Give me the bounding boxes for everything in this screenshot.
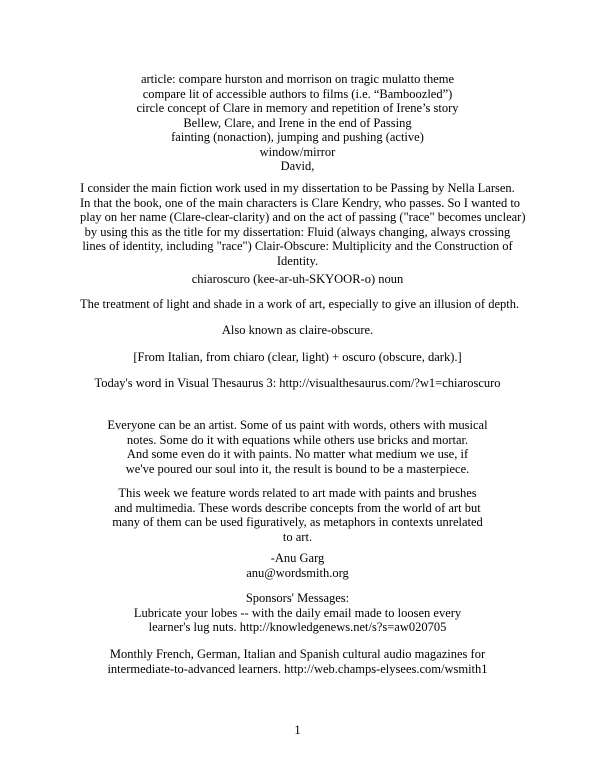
- note-line: compare lit of accessible authors to films (i.e. “Bamboozled”): [142, 86, 453, 101]
- also-known-text: Also known as claire-obscure.: [221, 323, 374, 337]
- note-line: article: compare hurston and morrison on tragic mulatto theme: [140, 72, 455, 86]
- sponsors-messages: [80, 591, 515, 635]
- signature-name: -Anu Garg: [270, 551, 325, 565]
- etymology: [80, 350, 515, 365]
- artist-paragraph: [80, 418, 515, 476]
- ad-line: Monthly French, German, Italian and Spanish cultural audio magazines for: [109, 647, 486, 661]
- paragraph-line: notes. Some do it with equations while others use bricks and mortar.: [126, 432, 469, 447]
- note-line: fainting (nonaction), jumping and pushing (active): [171, 130, 424, 144]
- etymology-text: [From Italian, from chiaro (clear, light) + oscuro (obscure, dark).]: [133, 350, 462, 364]
- paragraph-line: we've poured our soul into it, the result is bound to be a masterpiece.: [125, 461, 470, 476]
- paragraph-line: Identity.: [276, 253, 319, 268]
- headword-text: chiaroscuro (kee-ar-uh-SKYOOR-o) noun: [191, 272, 404, 286]
- paragraph-line: This week we feature words related to art made with paints and brushes: [118, 486, 477, 500]
- note-line: circle concept of Clare in memory and repetition of Irene’s story: [136, 101, 459, 115]
- page-number: 1: [294, 723, 301, 737]
- salutation: David,: [280, 159, 315, 173]
- note-line: Bellew, Clare, and Irene in the end of Passing: [183, 115, 412, 130]
- week-paragraph: [80, 486, 515, 544]
- definition: [80, 297, 520, 312]
- paragraph-line: In that the book, one of the main characters is Clare Kendry, who passes. So I wanted to: [80, 195, 521, 210]
- paragraph-line: by using this as the title for my dissertation: Fluid (always changing, always crossing: [84, 224, 511, 239]
- headword: [80, 272, 515, 287]
- visual-thesaurus-text: Today's word in Visual Thesaurus 3: http://visualthesaurus.com/?w1=chiaroscuro: [94, 376, 501, 390]
- signature-email: anu@wordsmith.org: [246, 565, 349, 580]
- paragraph-line: lines of identity, including "race") Clair-Obscure: Multiplicity and the Construction of: [82, 239, 513, 253]
- also-known-as: [80, 323, 515, 338]
- sponsors-heading: Sponsors' Messages:: [245, 591, 350, 605]
- paragraph-line: Everyone can be an artist. Some of us paint with words, others with musical: [107, 418, 488, 432]
- definition-text: The treatment of light and shade in a work of art, especially to give an illusion of depth.: [80, 297, 520, 311]
- paragraph-line: to art.: [282, 529, 313, 544]
- visual-thesaurus-line: [80, 376, 515, 391]
- research-notes: [80, 72, 515, 174]
- dissertation-paragraph: [80, 181, 526, 268]
- note-line: window/mirror: [259, 144, 336, 159]
- paragraph-line: play on her name (Clare-clear-clarity) and on the act of passing ("race" becomes unclear): [80, 210, 526, 224]
- paragraph-line: many of them can be used figuratively, as metaphors in contexts unrelated: [112, 515, 483, 529]
- paragraph-line: I consider the main fiction work used in my dissertation to be Passing by Nella Larsen.: [80, 181, 515, 195]
- sponsor-line: Lubricate your lobes -- with the daily email made to loosen every: [133, 605, 462, 620]
- sponsor-line: learner's lug nuts. http://knowledgenews.net/s?s=aw020705: [148, 620, 447, 634]
- magazines-ad: [80, 647, 515, 676]
- paragraph-line: and multimedia. These words describe concepts from the world of art but: [114, 500, 481, 515]
- ad-line: intermediate-to-advanced learners. http://web.champs-elysees.com/wsmith1: [107, 661, 488, 676]
- paragraph-line: And some even do it with paints. No matter what medium we use, if: [126, 447, 469, 461]
- signature: [80, 551, 515, 580]
